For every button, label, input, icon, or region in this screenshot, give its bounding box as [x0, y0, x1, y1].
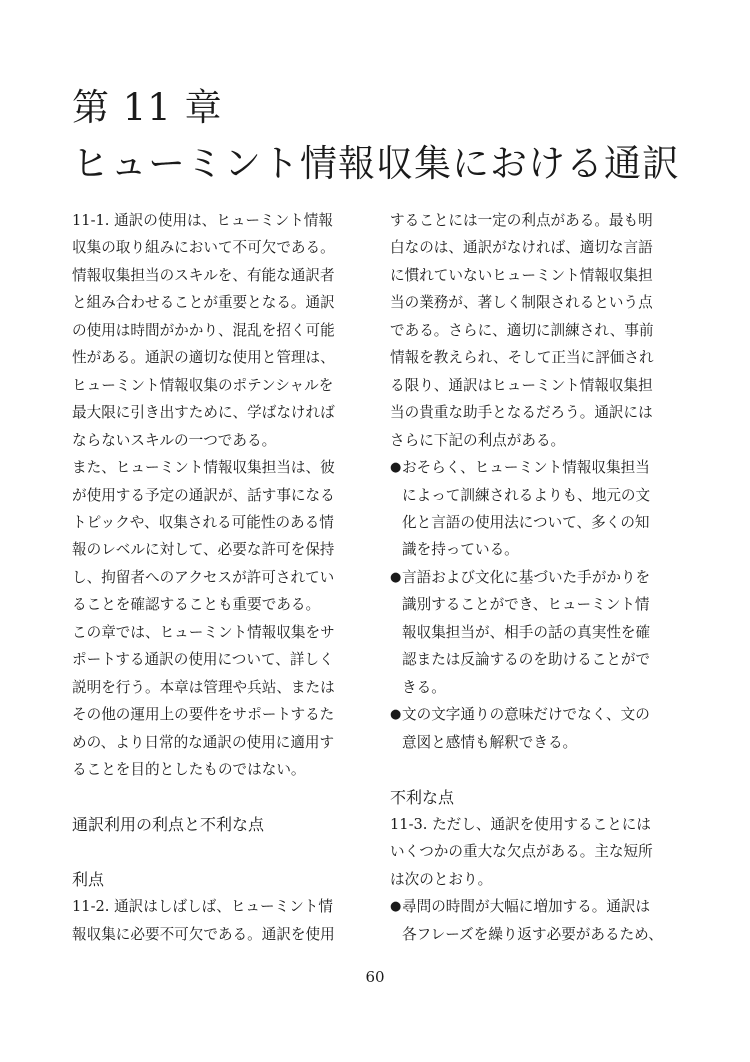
- text-line: は次のとおり。: [390, 870, 493, 888]
- text-line: することには一定の利点がある。最も明: [390, 212, 653, 229]
- text-line: 情報を教えられ、そして正当に評価され: [390, 349, 654, 367]
- text-line: 収集の取り組みにおいて不可欠である。: [72, 239, 335, 257]
- paragraph-11-2: [72, 893, 360, 948]
- text-line: ポートする通訳の使用について、詳しく: [72, 651, 334, 669]
- text-line: 性がある。通訳の適切な使用と管理は、: [72, 349, 335, 367]
- text-line: きる。: [402, 678, 446, 696]
- text-line: ならないスキルの一つである。: [72, 431, 277, 449]
- bullet-icon: ●: [390, 460, 402, 476]
- text-line: る限り、通訳はヒューミント情報収集担: [390, 376, 653, 394]
- chapter-title: [72, 80, 712, 192]
- text-line: めの、より日常的な通訳の使用に適用す: [72, 733, 335, 751]
- section-heading: 通訳利用の利点と不利な点: [72, 814, 265, 834]
- paragraph-11-3: [390, 811, 678, 893]
- text-line: 報収集に必要不可欠である。通訳を使用: [72, 925, 335, 943]
- text-line: さらに下記の利点がある。: [390, 431, 566, 449]
- bullet-item: [390, 454, 678, 564]
- text-line: トピックや、収集される可能性のある情: [72, 513, 334, 531]
- text-line: ることを目的としたものではない。: [72, 761, 306, 779]
- bullet-icon: ●: [390, 707, 402, 723]
- text-line: し、拘留者へのアクセスが許可されてい: [72, 568, 335, 586]
- bullet-icon: ●: [390, 899, 402, 915]
- right-column: [390, 207, 678, 948]
- text-line: 報のレベルに対して、必要な許可を保持: [72, 541, 335, 559]
- text-line: が使用する予定の通訳が、話す事になる: [72, 486, 335, 504]
- text-line: 識を持っている。: [402, 541, 519, 559]
- text-line: である。さらに、適切に訓練され、事前: [390, 321, 654, 339]
- paragraph-11-2-continued: [390, 207, 678, 454]
- bullet-item: [390, 701, 678, 756]
- bullet-item: [390, 564, 678, 701]
- text-line: 化と言語の使用法について、多くの知: [402, 513, 650, 531]
- paragraph-access: [72, 454, 360, 619]
- left-column: [72, 207, 360, 948]
- bullet-item: [390, 893, 678, 948]
- page-number: 60: [365, 968, 385, 986]
- text-line: によって訓練されるよりも、地元の文: [402, 486, 651, 504]
- text-line: おそらく、ヒューミント情報収集担当: [402, 459, 650, 477]
- text-line: 当の業務が、著しく制限されるという点: [390, 294, 653, 312]
- text-line: 言語および文化に基づいた手がかりを: [402, 568, 651, 586]
- text-line: 11-2. 通訳はしばしば、ヒューミント情: [72, 898, 333, 916]
- text-line: 意図と感情も解釈できる。: [402, 733, 578, 751]
- text-line: 尋問の時間が大幅に増加する。通訳は: [402, 898, 651, 916]
- chapter-number: 第 11 章: [72, 86, 223, 129]
- chapter-heading: ヒューミント情報収集における通訳: [72, 142, 680, 185]
- bullet-icon: ●: [390, 569, 402, 585]
- text-line: いくつかの重大な欠点がある。主な短所: [390, 843, 653, 861]
- subheading-disadvantages: 不利な点: [390, 787, 455, 807]
- text-line: 各フレーズを繰り返す必要があるため、: [402, 925, 663, 943]
- text-line: 当の貴重な助手となるだろう。通訳には: [390, 404, 653, 422]
- text-line: その他の運用上の要件をサポートするた: [72, 706, 335, 724]
- text-line: 説明を行う。本章は管理や兵站、または: [72, 678, 335, 696]
- text-line: この章では、ヒューミント情報収集をサ: [72, 623, 335, 641]
- text-line: 最大限に引き出すために、学ばなければ: [72, 404, 335, 422]
- text-line: 報収集担当が、相手の話の真実性を確: [402, 623, 651, 641]
- text-line: 11-1. 通訳の使用は、ヒューミント情報: [72, 212, 333, 229]
- paragraph-chapter-scope: [72, 619, 360, 784]
- paragraph-11-1: [72, 207, 360, 454]
- text-line: 情報収集担当のスキルを、有能な通訳者: [72, 266, 335, 284]
- text-line: 文の文字通りの意味だけでなく、文の: [402, 706, 650, 724]
- text-line: また、ヒューミント情報収集担当は、彼: [72, 459, 335, 477]
- text-line: 認または反論するのを助けることがで: [402, 651, 651, 669]
- text-line: 11-3. ただし、通訳を使用することには: [390, 815, 651, 833]
- text-line: の使用は時間がかかり、混乱を招く可能: [72, 321, 335, 339]
- text-line: に慣れていないヒューミント情報収集担: [390, 266, 653, 284]
- text-line: 白なのは、通訳がなければ、適切な言語: [390, 239, 653, 257]
- text-line: ることを確認することも重要である。: [72, 596, 321, 614]
- subheading-advantages: 利点: [72, 869, 105, 889]
- text-line: 識別することができ、ヒューミント情: [402, 596, 650, 614]
- text-line: ヒューミント情報収集のポテンシャルを: [72, 376, 334, 394]
- text-line: と組み合わせることが重要となる。通訳: [72, 294, 335, 312]
